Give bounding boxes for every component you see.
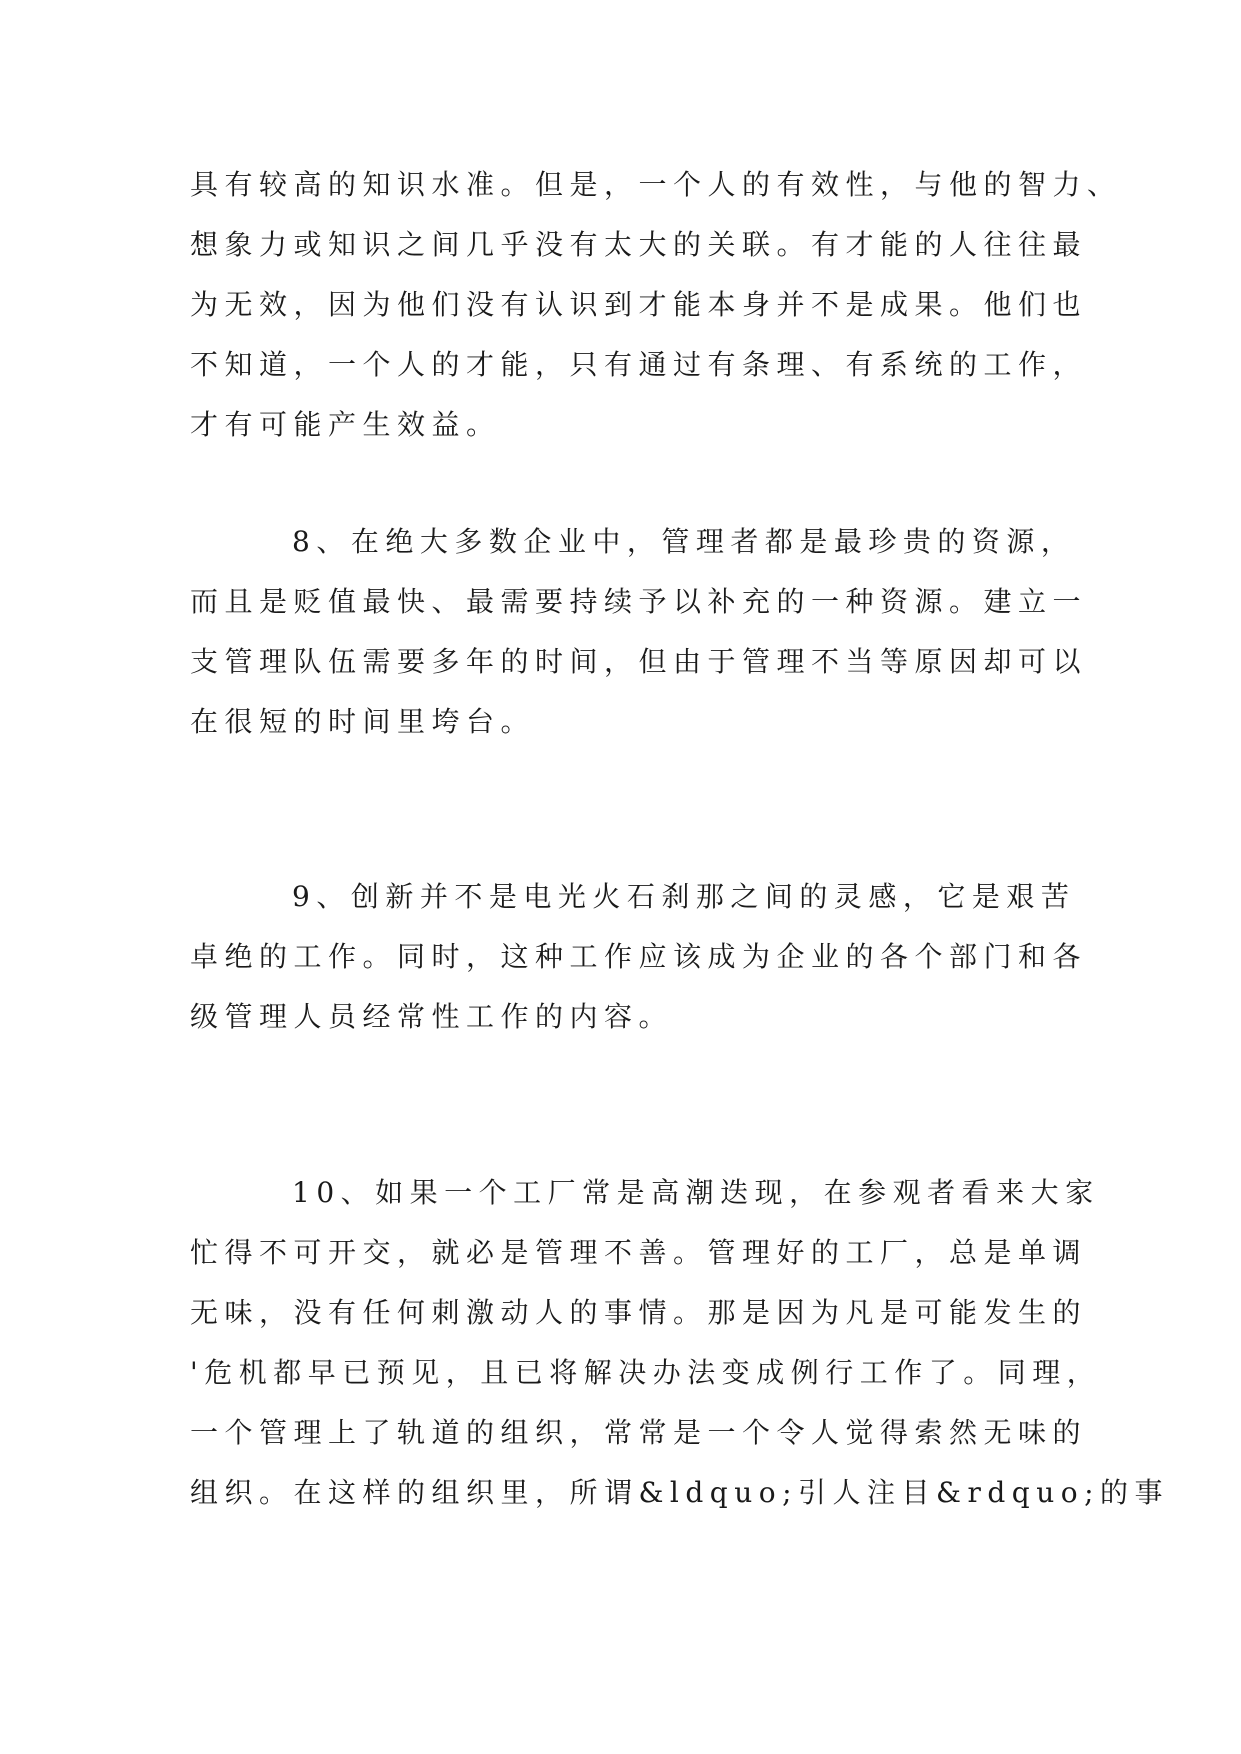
text-line: 10、如果一个工厂常是高潮迭现，在参观者看来大家 [292, 1176, 1100, 1209]
text-line: 无味，没有任何刺激动人的事情。那是因为凡是可能发生的 [190, 1296, 1088, 1329]
paragraph-effectiveness [190, 155, 1122, 455]
text-line: 忙得不可开交，就必是管理不善。管理好的工厂，总是单调 [190, 1236, 1088, 1269]
paragraph-item-9 [190, 867, 1088, 1047]
text-line: 级管理人员经常性工作的内容。 [190, 1000, 674, 1033]
paragraph-item-10 [190, 1163, 1170, 1523]
text-line: 9、创新并不是电光火石刹那之间的灵感，它是艰苦 [292, 880, 1076, 913]
text-line: 支管理队伍需要多年的时间，但由于管理不当等原因却可以 [190, 645, 1088, 678]
text-line: 不知道，一个人的才能，只有通过有条理、有系统的工作， [190, 348, 1088, 381]
text-line: 卓绝的工作。同时，这种工作应该成为企业的各个部门和各 [190, 940, 1088, 973]
text-line: 具有较高的知识水准。但是，一个人的有效性，与他的智力、 [190, 168, 1122, 201]
text-line: '危机都早已预见，且已将解决办法变成例行工作了。同理， [190, 1356, 1102, 1389]
text-line: 8、在绝大多数企业中，管理者都是最珍贵的资源， [292, 525, 1076, 558]
paragraph-item-8 [190, 512, 1088, 752]
text-line: 想象力或知识之间几乎没有太大的关联。有才能的人往往最 [190, 228, 1088, 261]
text-line: 一个管理上了轨道的组织，常常是一个令人觉得索然无味的 [190, 1416, 1088, 1449]
text-line: 而且是贬值最快、最需要持续予以补充的一种资源。建立一 [190, 585, 1088, 618]
text-line: 为无效，因为他们没有认识到才能本身并不是成果。他们也 [190, 288, 1088, 321]
text-line: 才有可能产生效益。 [190, 408, 501, 441]
text-line: 组织。在这样的组织里，所谓&ldquo;引人注目&rdquo;的事 [190, 1476, 1170, 1509]
text-line: 在很短的时间里垮台。 [190, 705, 536, 738]
